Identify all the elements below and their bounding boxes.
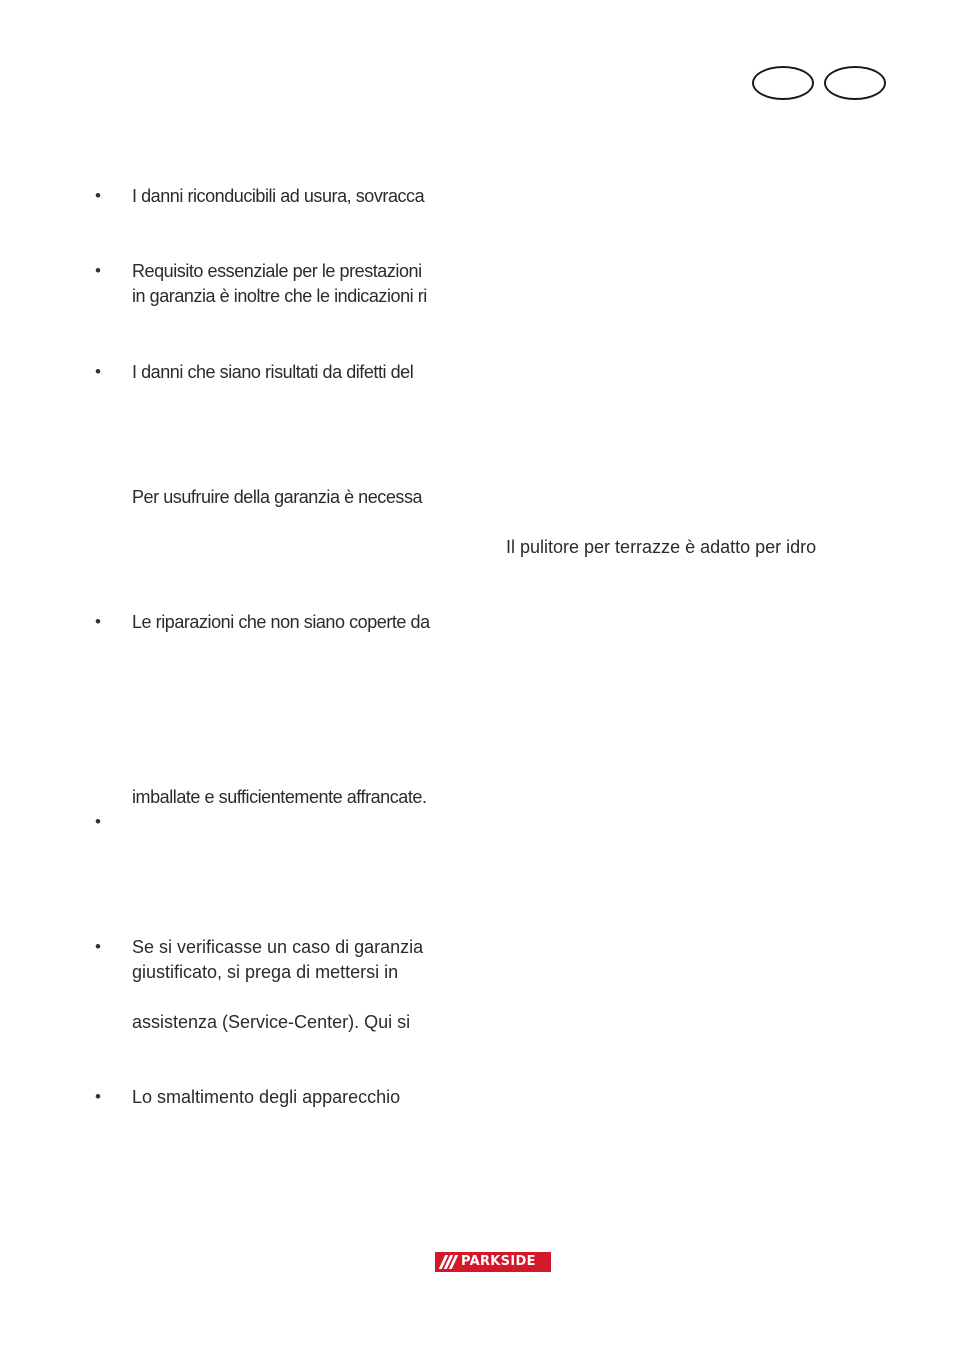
language-badge-oval [824,66,886,100]
bullet-marker: • [95,362,101,381]
warranty-text-line: I danni che siano risultati da difetti del [132,362,414,382]
warranty-text-line: Lo smaltimento degli apparecchio [132,1087,401,1107]
warranty-text-line: imballate e sufficientemente affrancate. [132,787,427,807]
bullet-marker: • [95,612,101,631]
warranty-text-line: Requisito essenziale per le prestazioni [132,261,422,281]
warranty-text-line: assistenza (Service-Center). Qui si [132,1012,411,1032]
warranty-text-line: Per usufruire della garanzia è necessa [132,487,423,507]
logo-slashes-icon [435,1252,461,1272]
logo-text: PARKSIDE [461,1254,536,1269]
warranty-text-line: giustificato, si prega di mettersi in [132,962,399,982]
warranty-text-line: Se si verificasse un caso di garanzia [132,937,424,957]
bullet-marker: • [95,812,101,831]
product-description-line: Il pulitore per terrazze è adatto per idro [506,537,817,557]
bullet-marker: • [95,261,101,280]
bullet-marker: • [95,1087,101,1106]
bullet-marker: • [95,186,101,205]
warranty-text-line: I danni riconducibili ad usura, sovracca [132,186,425,206]
warranty-text-line: in garanzia è inoltre che le indicazioni ri [132,286,427,306]
language-badge-oval [752,66,814,100]
parkside-logo [435,1252,551,1272]
warranty-text-line: Le riparazioni che non siano coperte da [132,612,430,632]
bullet-marker: • [95,937,101,956]
